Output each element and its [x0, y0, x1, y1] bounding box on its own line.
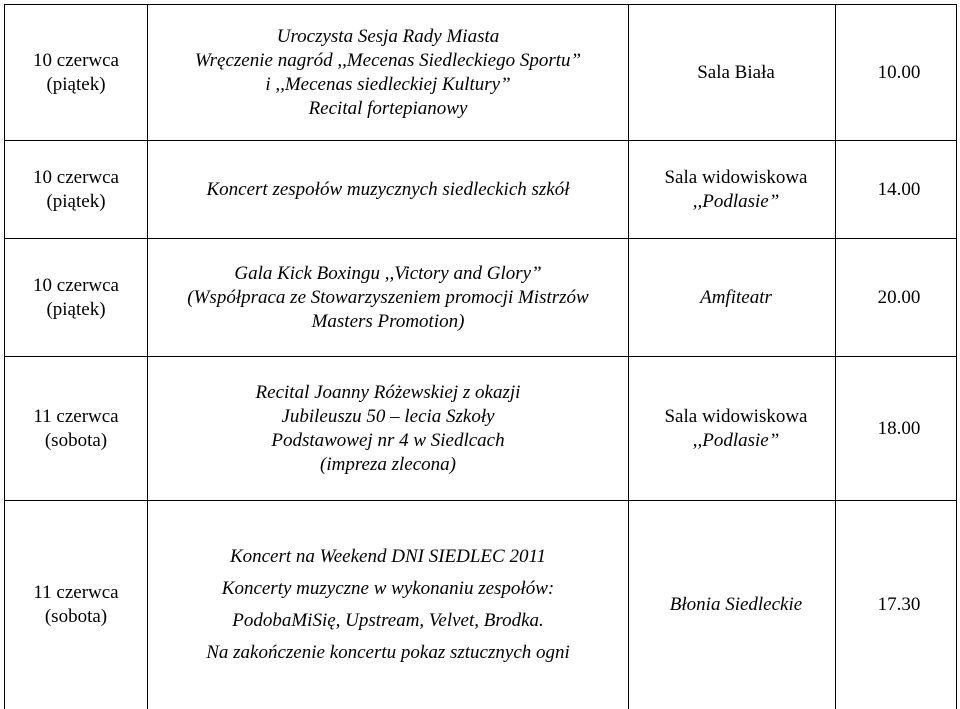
event-cell [149, 141, 627, 238]
date-cell [6, 141, 146, 238]
event-line: Recital Joanny Różewskiej z okazji [255, 381, 521, 403]
event-line: Uroczysta Sesja Rady Miasta [276, 25, 500, 47]
event-line: PodobaMiSię, Upstream, Velvet, Brodka. [232, 610, 544, 631]
venue-line: Sala Biała [697, 61, 775, 83]
event-cell [149, 5, 627, 140]
date-cell [6, 239, 146, 356]
event-line: Masters Promotion) [311, 310, 465, 332]
event-line: i ,,Mecenas siedleckiej Kultury” [265, 73, 511, 95]
event-line: Podstawowej nr 4 w Siedlcach [271, 429, 505, 451]
event-line: Koncert zespołów muzycznych siedleckich szkół [206, 178, 570, 200]
date-cell [6, 357, 146, 500]
event-cell [149, 501, 627, 709]
venue-cell [630, 5, 842, 140]
date-line: (piątek) [46, 190, 106, 212]
time-value: 18.00 [877, 417, 921, 439]
event-line: Koncert na Weekend DNI SIEDLEC 2011 [229, 546, 547, 567]
event-line: (Współpraca ze Stowarzyszeniem promocji Mistrzów [187, 286, 589, 308]
venue-cell [630, 239, 842, 356]
venue-line: Sala widowiskowa [664, 166, 808, 188]
venue-cell [630, 357, 842, 500]
date-line: 11 czerwca [33, 405, 119, 427]
time-value: 14.00 [877, 178, 921, 200]
time-value: 17.30 [877, 594, 921, 615]
venue-line: ,,Podlasie” [692, 190, 780, 212]
date-line: 10 czerwca [33, 274, 119, 296]
event-line: Gala Kick Boxingu ,,Victory and Glory” [234, 262, 542, 284]
event-line: Koncerty muzyczne w wykonaniu zespołów: [221, 578, 555, 599]
date-line: (sobota) [44, 429, 108, 451]
venue-line: ,,Podlasie” [692, 429, 780, 451]
time-cell [842, 239, 956, 356]
venue-line: Sala widowiskowa [664, 405, 808, 427]
time-cell [842, 357, 956, 500]
venue-line: Błonia Siedleckie [669, 594, 803, 615]
venue-cell [630, 141, 842, 238]
venue-line: Amfiteatr [700, 286, 772, 308]
time-value: 20.00 [877, 286, 921, 308]
time-cell [842, 501, 956, 709]
date-line: 10 czerwca [33, 49, 119, 71]
date-line: (piątek) [46, 73, 106, 95]
time-cell [842, 5, 956, 140]
event-cell [149, 239, 627, 356]
date-line: (sobota) [44, 606, 108, 627]
event-line: (impreza zlecona) [320, 453, 456, 475]
date-line: 10 czerwca [33, 166, 119, 188]
time-value: 10.00 [877, 61, 921, 83]
date-line: 11 czerwca [33, 582, 119, 603]
date-cell [6, 5, 146, 140]
event-line: Recital fortepianowy [308, 97, 468, 119]
event-line: Jubileuszu 50 – lecia Szkoły [281, 405, 495, 427]
date-line: (piątek) [46, 298, 106, 320]
date-cell [6, 501, 146, 709]
event-line: Na zakończenie koncertu pokaz sztucznych ogni [206, 642, 570, 663]
time-cell [842, 141, 956, 238]
event-line: Wręczenie nagród ,,Mecenas Siedleckiego Sportu” [194, 49, 582, 71]
event-cell [149, 357, 627, 500]
venue-cell [630, 501, 842, 709]
